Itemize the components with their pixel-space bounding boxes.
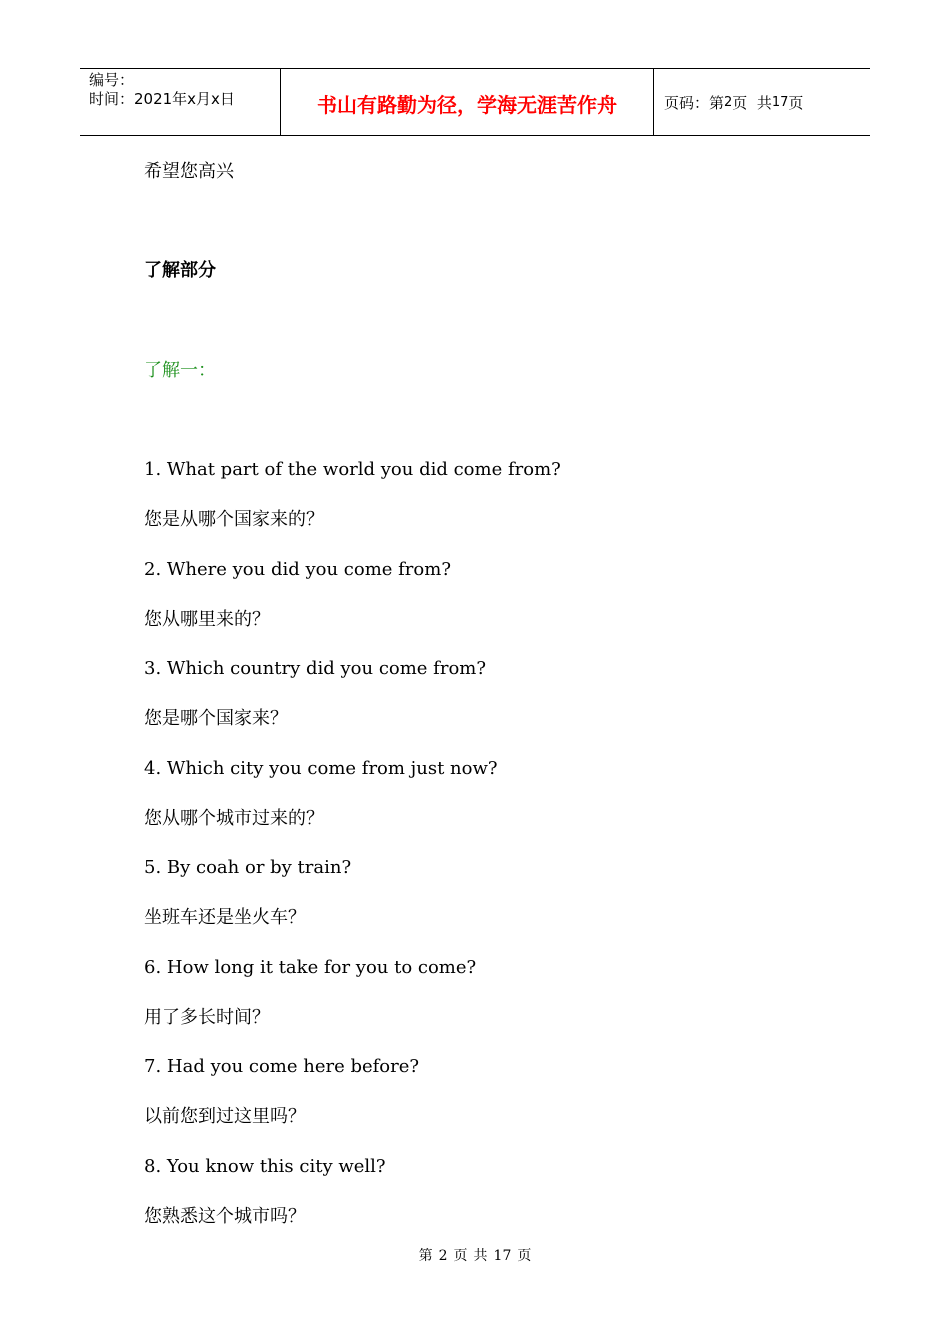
question-line: 2. Where you did you come from?	[144, 559, 451, 580]
footer-ye: 页	[453, 1248, 468, 1264]
translation-line: 您从哪里来的？	[144, 609, 270, 630]
question-line: 4. Which city you come from just now?	[144, 758, 498, 779]
footer-gong: 共	[473, 1248, 488, 1264]
question-line: 3. Which country did you come from?	[144, 658, 486, 679]
translation-line: 您从哪个城市过来的？	[144, 808, 324, 829]
subsection-title: 了解一：	[144, 360, 216, 381]
section-title: 了解部分	[144, 260, 216, 281]
question-line: 8. You know this city well?	[144, 1156, 386, 1177]
translation-line: 您是从哪个国家来的？	[144, 509, 324, 530]
page-total-number: 17	[771, 94, 789, 110]
page-header	[80, 68, 870, 136]
page-suffix: 页	[788, 93, 804, 112]
translation-line: 您熟悉这个城市吗？	[144, 1206, 306, 1227]
translation-line: 坐班车还是坐火车？	[144, 907, 306, 928]
header-page-info	[654, 69, 870, 135]
document-date: 时间：2021年x月x日	[89, 90, 235, 108]
question-line: 1. What part of the world you did come from?	[144, 459, 561, 480]
footer-ye2: 页	[517, 1248, 532, 1264]
question-line: 6. How long it take for you to come?	[144, 957, 477, 978]
page-current-number: 2	[724, 94, 733, 110]
page-prefix: 页码：第	[664, 93, 725, 112]
page-mid-text: 页 共	[732, 93, 772, 112]
page-footer	[0, 1246, 950, 1266]
translation-line: 您是哪个国家来？	[144, 708, 288, 729]
translation-line: 以前您到过这里吗？	[144, 1106, 306, 1127]
question-line: 5. By coah or by train?	[144, 857, 352, 878]
greeting-text: 希望您高兴	[144, 161, 234, 182]
footer-total-pages: 17	[493, 1248, 512, 1264]
question-line: 7. Had you come here before?	[144, 1056, 420, 1077]
footer-current-page: 2	[438, 1248, 448, 1264]
header-motto: 书山有路勤为径，学海无涯苦作舟	[281, 69, 654, 135]
translation-line: 用了多长时间？	[144, 1007, 270, 1028]
document-number-label: 编号：	[89, 71, 135, 89]
footer-di: 第	[418, 1248, 433, 1264]
header-meta	[80, 69, 281, 135]
